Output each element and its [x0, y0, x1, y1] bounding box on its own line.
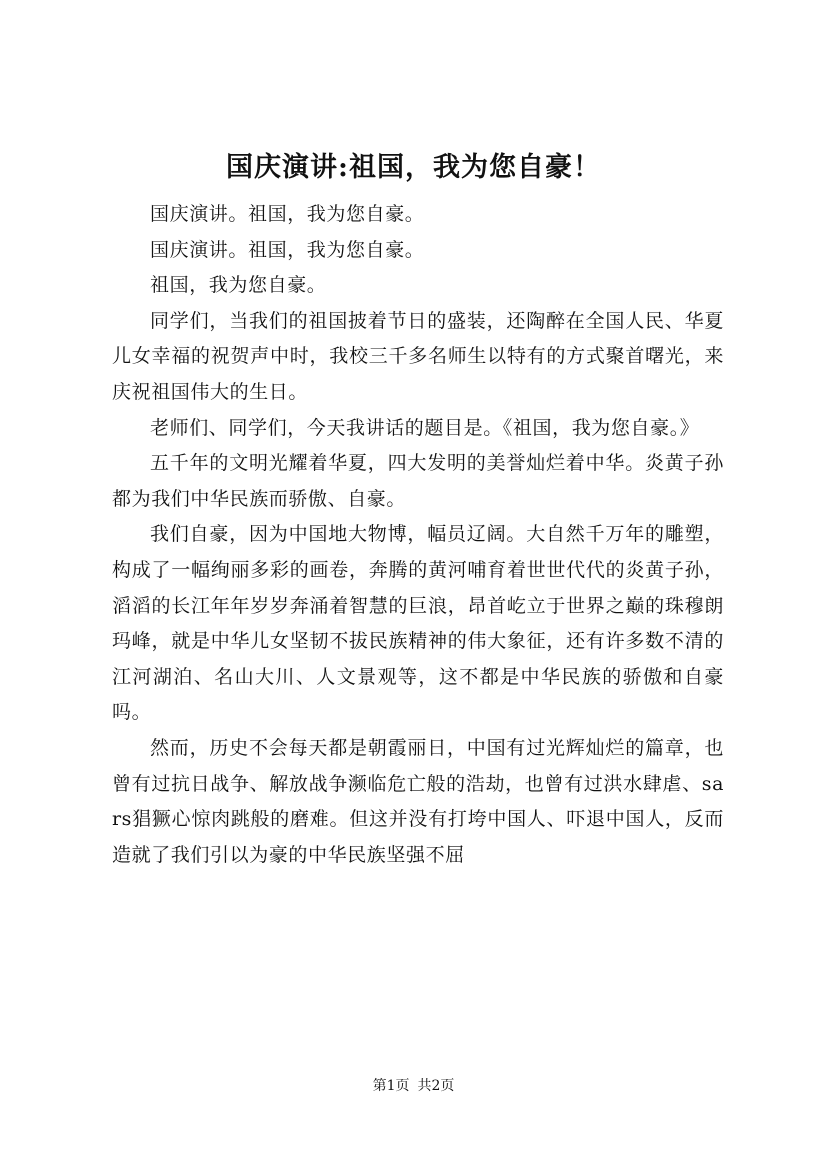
paragraph: 五千年的文明光耀着华夏，四大发明的美誉灿烂着中华。炎黄子孙都为我们中华民族而骄傲、自豪。 [112, 452, 724, 510]
paragraph: 老师们、同学们，今天我讲话的题目是。《祖国，我为您自豪。》 [150, 416, 700, 439]
page-footer [0, 1076, 827, 1096]
paragraph: 同学们，当我们的祖国披着节日的盛装，还陶醉在全国人民、华夏儿女幸福的祝贺声中时，我校三千多名师生以特有的方式聚首曙光，来庆祝祖国伟大的生日。 [112, 309, 724, 403]
page-number: 第1页 [372, 1078, 410, 1094]
page-total: 共2页 [417, 1078, 455, 1094]
document-body [112, 197, 724, 873]
paragraph: 祖国，我为您自豪。 [150, 274, 327, 297]
document-title: 国庆演讲:祖国，我为您自豪！ [226, 152, 601, 183]
paragraph: 国庆演讲。祖国，我为您自豪。 [150, 203, 425, 225]
paragraph: 国庆演讲。祖国，我为您自豪。 [150, 238, 425, 261]
paragraph: 我们自豪，因为中国地大物博，幅员辽阔。大自然千万年的雕塑，构成了一幅绚丽多彩的画卷，奔腾的黄河哺育着世世代代的炎黄子孙，滔滔的长江年年岁岁奔涌着智慧的巨浪，昂首屹立于世界之巅的珠穆朗玛峰，就是中华儿女坚韧不拔民族精神的伟大象征，还有许多数不清的江河湖泊、名山大川、人文景观等，这不都是中华民族的骄傲和自豪吗。 [112, 523, 724, 724]
paragraph: 然而，历史不会每天都是朝霞丽日，中国有过光辉灿烂的篇章，也曾有过抗日战争、解放战争濒临危亡般的浩劫，也曾有过洪水肆虐、sars猖獗心惊肉跳般的磨难。但这并没有打垮中国人、吓退中国人，反而造就了我们引以为豪的中华民族坚强不屈 [112, 736, 724, 866]
